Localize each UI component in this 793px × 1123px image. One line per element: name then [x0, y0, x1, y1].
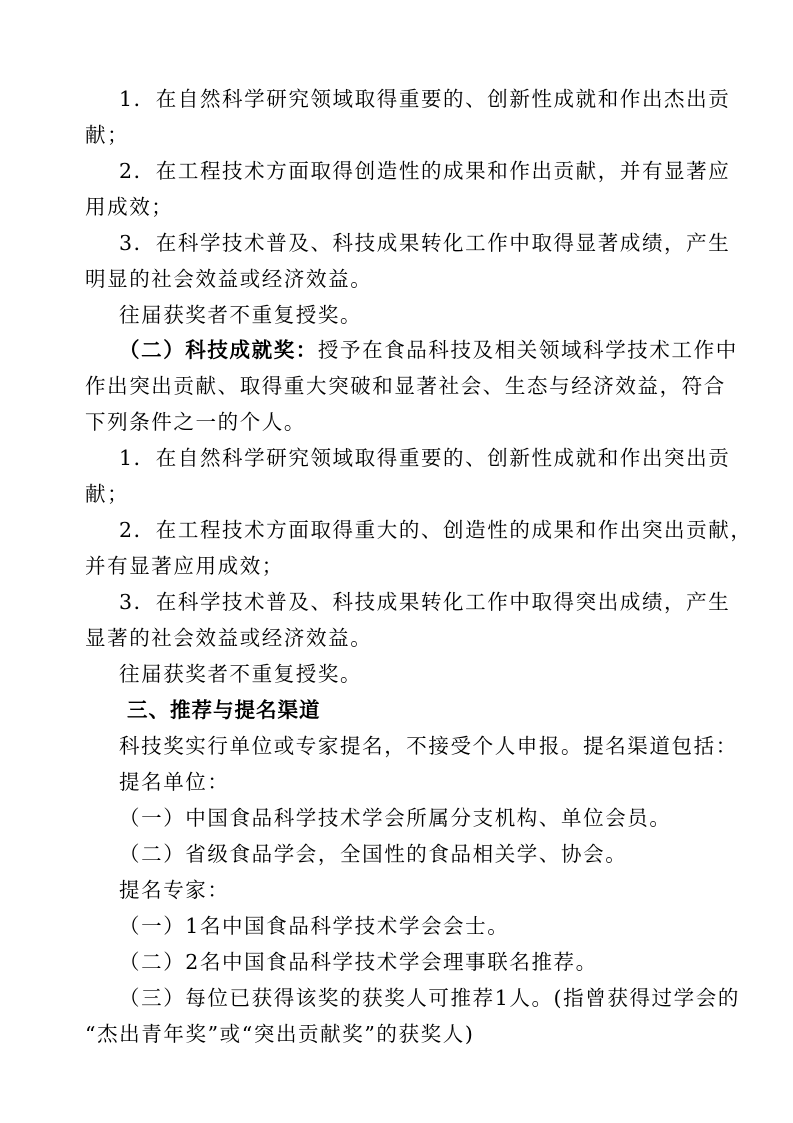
achievement-award-intro-rest: 授予在食品科技及相关领域科学技术工作中	[317, 338, 738, 362]
nominating-unit-2: （二）省级食品学会，全国性的食品相关学、协会。	[119, 842, 628, 866]
nominating-units-label: 提名单位：	[119, 770, 230, 794]
nominating-unit-1: （一）中国食品科学技术学会所属分支机构、单位会员。	[119, 806, 672, 830]
achievement-award-line-2: 作出突出贡献、取得重大突破和显著社会、生态与经济效益，符合	[85, 374, 726, 398]
achievement-criterion-3-line-1: 3．在科学技术普及、科技成果转化工作中取得突出成绩，产生	[119, 590, 731, 614]
achievement-criterion-1-line-1: 1．在自然科学研究领域取得重要的、创新性成就和作出突出贡	[119, 446, 731, 470]
achievement-criterion-3-line-2: 显著的社会效益或经济效益。	[85, 626, 373, 650]
criterion-3-line-1: 3．在科学技术普及、科技成果转化工作中取得显著成绩，产生	[119, 231, 731, 255]
criterion-1-line-2: 献；	[85, 123, 130, 147]
criterion-2-line-2: 用成效；	[85, 195, 174, 219]
nomination-intro: 科技奖实行单位或专家提名，不接受个人申报。提名渠道包括：	[119, 734, 738, 758]
nominating-expert-3-line-1: （三）每位已获得该奖的获奖人可推荐1人。(指曾获得过学会的	[119, 986, 740, 1010]
nominating-expert-2: （二）2名中国食品科学技术学会理事联名推荐。	[119, 950, 598, 974]
no-repeat-note-1: 往届获奖者不重复授奖。	[119, 303, 363, 327]
criterion-2-line-1: 2．在工程技术方面取得创造性的成果和作出贡献，并有显著应	[119, 159, 731, 183]
achievement-criterion-1-line-2: 献；	[85, 482, 130, 506]
achievement-award-line-3: 下列条件之一的个人。	[85, 410, 306, 434]
section-heading: 三、推荐与提名渠道	[127, 698, 321, 722]
achievement-award-title: （二）科技成就奖：	[119, 338, 318, 362]
criterion-1-line-1: 1．在自然科学研究领域取得重要的、创新性成就和作出杰出贡	[119, 87, 731, 111]
achievement-criterion-2-line-1: 2．在工程技术方面取得重大的、创造性的成果和作出突出贡献，	[119, 518, 753, 542]
nominating-expert-1: （一）1名中国食品科学技术学会会士。	[119, 914, 510, 938]
nominating-expert-3-line-2: “杰出青年奖”或“突出贡献奖”的获奖人)	[85, 1022, 475, 1046]
criterion-3-line-2: 明显的社会效益或经济效益。	[85, 267, 373, 291]
achievement-award-intro	[119, 335, 738, 365]
achievement-criterion-2-line-2: 并有显著应用成效；	[85, 554, 284, 578]
no-repeat-note-2: 往届获奖者不重复授奖。	[119, 662, 363, 686]
nominating-experts-label: 提名专家：	[119, 878, 230, 902]
